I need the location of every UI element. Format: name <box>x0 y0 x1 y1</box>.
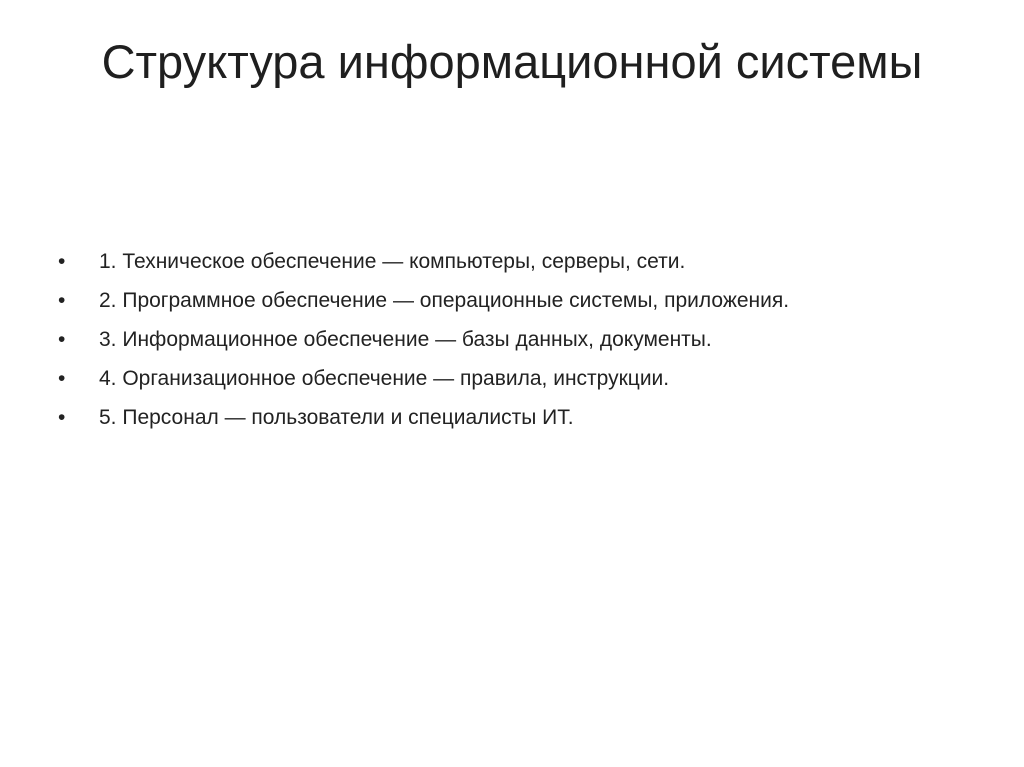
bullet-text: 5. Персонал — пользователи и специалисты ИТ. <box>99 406 574 429</box>
bullet-icon: • <box>58 406 66 429</box>
bullet-item-5 <box>58 402 898 434</box>
bullet-text: 4. Организационное обеспечение — правила, инструкции. <box>99 367 670 390</box>
bullet-item-3 <box>58 324 898 356</box>
bullet-text: 3. Информационное обеспечение — базы данных, документы. <box>99 328 712 351</box>
bullet-text: 1. Техническое обеспечение — компьютеры, серверы, сети. <box>99 250 686 273</box>
bullet-text: 2. Программное обеспечение — операционные системы, приложения. <box>99 289 790 312</box>
slide-title: Структура информационной системы <box>101 35 923 88</box>
bullet-item-4 <box>58 363 898 395</box>
bullet-icon: • <box>58 328 66 351</box>
bullet-list <box>58 246 898 441</box>
bullet-item-2 <box>58 285 898 317</box>
bullet-icon: • <box>58 289 66 312</box>
bullet-icon: • <box>58 367 66 390</box>
bullet-icon: • <box>58 250 66 273</box>
bullet-item-1 <box>58 246 898 278</box>
